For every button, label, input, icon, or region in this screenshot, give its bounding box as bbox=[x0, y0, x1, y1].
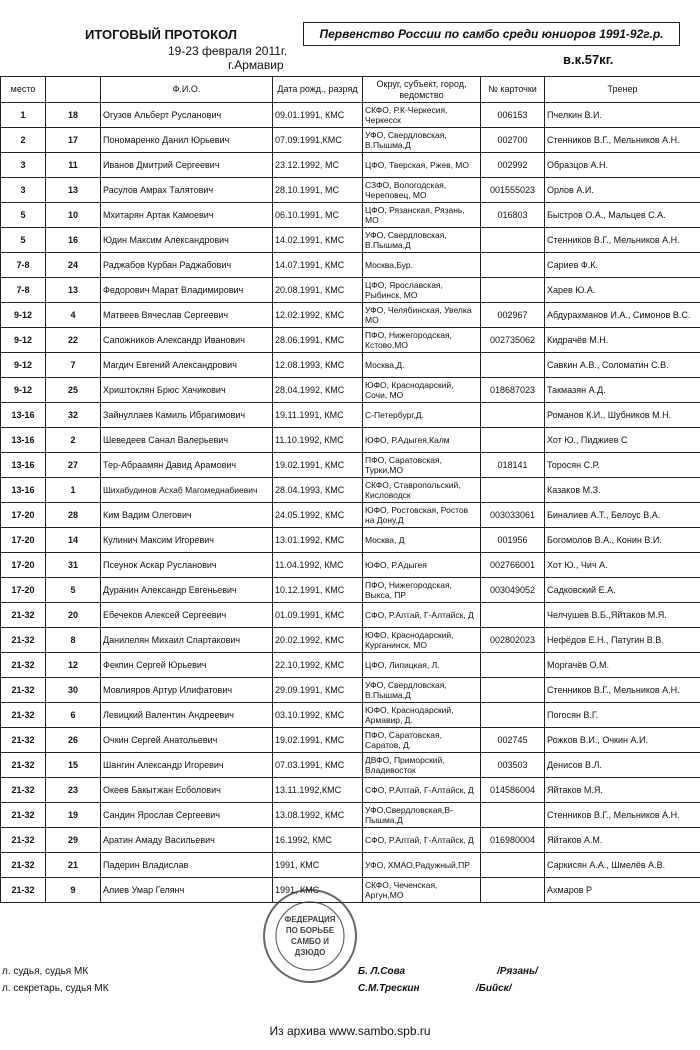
cell-name: Зайнуллаев Камиль Ибрагимович bbox=[101, 403, 273, 428]
table-row bbox=[1, 503, 700, 528]
cell-number: 15 bbox=[46, 753, 101, 778]
results-table bbox=[0, 76, 700, 903]
cell-name: Псеунок Аскар Русланович bbox=[101, 553, 273, 578]
cell-birth: 12.02.1992, КМС bbox=[273, 303, 363, 328]
protocol-date: 19-23 февраля 2011г. bbox=[168, 44, 288, 58]
cell-region: ПФО, Нижегородская, Кстово,МО bbox=[363, 328, 481, 353]
cell-coach: Биналиев А.Т., Белоус В.А. bbox=[545, 503, 700, 528]
col-place: место bbox=[1, 77, 46, 103]
cell-name: Алиев Умар Гелянч bbox=[101, 878, 273, 903]
table-row bbox=[1, 128, 700, 153]
cell-region: СКФО, Ставропольский, Кисловодск bbox=[363, 478, 481, 503]
cell-place: 13-16 bbox=[1, 428, 46, 453]
cell-coach: Орлов А.И. bbox=[545, 178, 700, 203]
cell-card bbox=[481, 403, 545, 428]
cell-number: 7 bbox=[46, 353, 101, 378]
cell-coach: Хот Ю., Чич А. bbox=[545, 553, 700, 578]
cell-name: Ким Вадим Олегович bbox=[101, 503, 273, 528]
table-row bbox=[1, 778, 700, 803]
cell-name: Шеведеев Санал Валерьевич bbox=[101, 428, 273, 453]
federation-stamp bbox=[262, 888, 358, 984]
cell-birth: 20.02.1992, КМС bbox=[273, 628, 363, 653]
cell-name: Тер-Абраамян Давид Арамович bbox=[101, 453, 273, 478]
cell-coach: Ахмаров Р bbox=[545, 878, 700, 903]
cell-number: 14 bbox=[46, 528, 101, 553]
cell-region: ПФО, Нижегородская, Выкса, ПР bbox=[363, 578, 481, 603]
cell-name: Шихабудинов Асхаб Магомеднабиевич bbox=[101, 478, 273, 503]
cell-coach: Хот Ю., Пиджиев С bbox=[545, 428, 700, 453]
cell-region: ПФО, Саратовская, Турки,МО bbox=[363, 453, 481, 478]
cell-region: ЦФО, Липицкая, Л. bbox=[363, 653, 481, 678]
cell-name: Иванов Дмитрий Сергеевич bbox=[101, 153, 273, 178]
cell-name: Мовлияров Артур Илифатович bbox=[101, 678, 273, 703]
cell-number: 12 bbox=[46, 653, 101, 678]
cell-place: 17-20 bbox=[1, 553, 46, 578]
table-row bbox=[1, 478, 700, 503]
cell-number: 24 bbox=[46, 253, 101, 278]
table-row bbox=[1, 178, 700, 203]
cell-region: СЗФО, Вологодская, Череповец, МО bbox=[363, 178, 481, 203]
cell-birth: 01.09.1991, КМС bbox=[273, 603, 363, 628]
cell-region: СФО, Р.Алтай, Г-Алтайск, Д bbox=[363, 778, 481, 803]
cell-region: ЦФО, Рязанская, Рязань, МО bbox=[363, 203, 481, 228]
event-title-box: Первенство России по самбо среди юниоров 1991-92г.р. bbox=[303, 22, 680, 46]
cell-region: ДВФО, Приморский, Владивосток bbox=[363, 753, 481, 778]
cell-place: 17-20 bbox=[1, 528, 46, 553]
table-row bbox=[1, 403, 700, 428]
cell-region: Москва, Д bbox=[363, 528, 481, 553]
cell-card: 003033061 bbox=[481, 503, 545, 528]
cell-card: 001555023 bbox=[481, 178, 545, 203]
cell-name: Очкин Сергей Анатольевич bbox=[101, 728, 273, 753]
secretary-name: С.М.Трескин bbox=[358, 983, 420, 994]
cell-birth: 23.12.1992, МС bbox=[273, 153, 363, 178]
cell-name: Падерин Владислав bbox=[101, 853, 273, 878]
cell-place: 21-32 bbox=[1, 728, 46, 753]
cell-number: 26 bbox=[46, 728, 101, 753]
cell-birth: 13.01.1992, КМС bbox=[273, 528, 363, 553]
cell-place: 7-8 bbox=[1, 253, 46, 278]
cell-card bbox=[481, 478, 545, 503]
table-row bbox=[1, 278, 700, 303]
cell-card bbox=[481, 353, 545, 378]
cell-coach: Такмазян А.Д. bbox=[545, 378, 700, 403]
cell-card: 014586004 bbox=[481, 778, 545, 803]
cell-number: 31 bbox=[46, 553, 101, 578]
cell-name: Юдин Максим Александрович bbox=[101, 228, 273, 253]
cell-region: ЮФО, Краснодарский, Армавир, Д. bbox=[363, 703, 481, 728]
cell-number: 22 bbox=[46, 328, 101, 353]
cell-number: 13 bbox=[46, 178, 101, 203]
col-card: № карточки bbox=[481, 77, 545, 103]
cell-region: СФО, Р.Алтай, Г-Алтайск, Д bbox=[363, 603, 481, 628]
cell-number: 1 bbox=[46, 478, 101, 503]
cell-number: 18 bbox=[46, 103, 101, 128]
cell-place: 21-32 bbox=[1, 653, 46, 678]
cell-name: Пономаренко Данил Юрьевич bbox=[101, 128, 273, 153]
cell-name: Огузов Альберт Русланович bbox=[101, 103, 273, 128]
cell-name: Федорович Марат Владимирович bbox=[101, 278, 273, 303]
cell-card bbox=[481, 703, 545, 728]
table-row bbox=[1, 703, 700, 728]
cell-region: Москва,Д. bbox=[363, 353, 481, 378]
cell-place: 3 bbox=[1, 178, 46, 203]
cell-name: Мхитарян Артак Камоевич bbox=[101, 203, 273, 228]
cell-coach: Яйтаков М.Я. bbox=[545, 778, 700, 803]
cell-region: ЮФО, Ростовская, Ростов на Дону,Д bbox=[363, 503, 481, 528]
stamp-line-3: САМБО И bbox=[291, 937, 329, 946]
table-row bbox=[1, 828, 700, 853]
cell-place: 7-8 bbox=[1, 278, 46, 303]
cell-birth: 13.08.1992, КМС bbox=[273, 803, 363, 828]
cell-birth: 24.05.1992, КМС bbox=[273, 503, 363, 528]
cell-number: 16 bbox=[46, 228, 101, 253]
table-row bbox=[1, 628, 700, 653]
cell-coach: Харев Ю.А. bbox=[545, 278, 700, 303]
cell-coach: Пчелкин В.И. bbox=[545, 103, 700, 128]
cell-number: 6 bbox=[46, 703, 101, 728]
cell-place: 21-32 bbox=[1, 703, 46, 728]
cell-coach: Кидрачёв М.Н. bbox=[545, 328, 700, 353]
cell-region: УФО, Свердловская, В.Пышма,Д bbox=[363, 678, 481, 703]
cell-card bbox=[481, 803, 545, 828]
cell-birth: 14.07.1991, КМС bbox=[273, 253, 363, 278]
judge-city: /Рязань/ bbox=[497, 966, 538, 977]
cell-birth: 28.04.1992, КМС bbox=[273, 378, 363, 403]
cell-birth: 10.12.1991, КМС bbox=[273, 578, 363, 603]
cell-number: 13 bbox=[46, 278, 101, 303]
cell-region: Москва,Бур. bbox=[363, 253, 481, 278]
cell-card: 002967 bbox=[481, 303, 545, 328]
cell-birth: 29.09.1991, КМС bbox=[273, 678, 363, 703]
cell-number: 25 bbox=[46, 378, 101, 403]
table-row bbox=[1, 653, 700, 678]
cell-card bbox=[481, 603, 545, 628]
cell-place: 21-32 bbox=[1, 878, 46, 903]
cell-place: 17-20 bbox=[1, 578, 46, 603]
cell-name: Данилелян Михаил Спартакович bbox=[101, 628, 273, 653]
cell-card bbox=[481, 653, 545, 678]
cell-place: 21-32 bbox=[1, 853, 46, 878]
col-region: Округ, субъект, город, ведомство bbox=[363, 77, 481, 103]
cell-number: 32 bbox=[46, 403, 101, 428]
cell-region: ЮФО, Р.Адыгея bbox=[363, 553, 481, 578]
cell-region: УФО, Челябинская, Увелка МО bbox=[363, 303, 481, 328]
cell-birth: 28.06.1991, КМС bbox=[273, 328, 363, 353]
col-birth: Дата рожд., разряд bbox=[273, 77, 363, 103]
cell-card: 016803 bbox=[481, 203, 545, 228]
cell-place: 9-12 bbox=[1, 328, 46, 353]
col-name: Ф.И.О. bbox=[101, 77, 273, 103]
cell-birth: 19.11.1991, КМС bbox=[273, 403, 363, 428]
cell-place: 21-32 bbox=[1, 828, 46, 853]
cell-card: 002802023 bbox=[481, 628, 545, 653]
table-row bbox=[1, 603, 700, 628]
cell-birth: 06.10.1991, МС bbox=[273, 203, 363, 228]
cell-number: 30 bbox=[46, 678, 101, 703]
cell-region: ЮФО, Р.Адыгея,Калм bbox=[363, 428, 481, 453]
cell-coach: Стенников В.Г., Мельников А.Н. bbox=[545, 678, 700, 703]
cell-birth: 19.02.1991, КМС bbox=[273, 728, 363, 753]
cell-card: 018687023 bbox=[481, 378, 545, 403]
cell-region: ЮФО, Краснодарский, Сочи, МО bbox=[363, 378, 481, 403]
cell-birth: 16.1992, КМС bbox=[273, 828, 363, 853]
table-row bbox=[1, 428, 700, 453]
weight-category: в.к.57кг. bbox=[563, 52, 614, 67]
cell-region: ЦФО, Ярославская, Рыбинск, МО bbox=[363, 278, 481, 303]
cell-number: 23 bbox=[46, 778, 101, 803]
table-row bbox=[1, 853, 700, 878]
table-row bbox=[1, 353, 700, 378]
stamp-line-4: ДЗЮДО bbox=[294, 948, 326, 957]
cell-region: УФО, ХМАО,Радужный,ПР bbox=[363, 853, 481, 878]
cell-number: 29 bbox=[46, 828, 101, 853]
table-row bbox=[1, 678, 700, 703]
cell-place: 13-16 bbox=[1, 453, 46, 478]
protocol-title: ИТОГОВЫЙ ПРОТОКОЛ bbox=[85, 27, 237, 42]
cell-birth: 11.10.1992, КМС bbox=[273, 428, 363, 453]
cell-name: Фекпин Сергей Юрьевич bbox=[101, 653, 273, 678]
cell-coach: Быстров О.А., Мальцев С.А. bbox=[545, 203, 700, 228]
cell-place: 21-32 bbox=[1, 778, 46, 803]
cell-place: 9-12 bbox=[1, 378, 46, 403]
cell-coach: Стенников В.Г., Мельников А.Н. bbox=[545, 228, 700, 253]
table-row bbox=[1, 328, 700, 353]
cell-coach: Савкин А.В., Соломатин С.В. bbox=[545, 353, 700, 378]
cell-number: 4 bbox=[46, 303, 101, 328]
cell-region: ЮФО, Краснодарский, Курганинск, МО bbox=[363, 628, 481, 653]
cell-birth: 20.08.1991, КМС bbox=[273, 278, 363, 303]
cell-card: 002992 bbox=[481, 153, 545, 178]
table-row bbox=[1, 303, 700, 328]
cell-number: 27 bbox=[46, 453, 101, 478]
cell-coach: Стенников В.Г., Мельников А.Н. bbox=[545, 128, 700, 153]
cell-coach: Богомолов В.А., Конин В.И. bbox=[545, 528, 700, 553]
cell-name: Расулов Амрах Талятович bbox=[101, 178, 273, 203]
cell-place: 21-32 bbox=[1, 678, 46, 703]
cell-place: 3 bbox=[1, 153, 46, 178]
table-row bbox=[1, 578, 700, 603]
judge-name: Б. Л.Сова bbox=[358, 966, 406, 977]
col-coach: Тренер bbox=[545, 77, 700, 103]
cell-coach: Нефёдов Е.Н., Патугин В.В. bbox=[545, 628, 700, 653]
cell-region: УФО,Свердловская,В-Пышма,Д bbox=[363, 803, 481, 828]
cell-coach: Казаков М.З. bbox=[545, 478, 700, 503]
cell-card: 016980004 bbox=[481, 828, 545, 853]
cell-place: 13-16 bbox=[1, 478, 46, 503]
cell-name: Хриштоклян Брюс Хачикович bbox=[101, 378, 273, 403]
table-row bbox=[1, 153, 700, 178]
cell-region: С-Петербург,Д. bbox=[363, 403, 481, 428]
cell-card bbox=[481, 228, 545, 253]
cell-birth: 11.04.1992, КМС bbox=[273, 553, 363, 578]
cell-region: ЦФО, Тверская, Ржев, МО bbox=[363, 153, 481, 178]
cell-coach: Челчушев В.Б.,Яйтаков М.Я. bbox=[545, 603, 700, 628]
table-row bbox=[1, 528, 700, 553]
cell-place: 1 bbox=[1, 103, 46, 128]
table-row bbox=[1, 103, 700, 128]
cell-birth: 1991, КМС bbox=[273, 878, 363, 903]
cell-place: 21-32 bbox=[1, 628, 46, 653]
cell-birth: 13.11.1992,КМС bbox=[273, 778, 363, 803]
cell-number: 17 bbox=[46, 128, 101, 153]
cell-coach: Абдурахманов И.А., Симонов В.С. bbox=[545, 303, 700, 328]
cell-birth: 28.10.1991, МС bbox=[273, 178, 363, 203]
cell-place: 21-32 bbox=[1, 603, 46, 628]
cell-birth: 19.02.1991, КМС bbox=[273, 453, 363, 478]
cell-card: 001956 bbox=[481, 528, 545, 553]
cell-number: 19 bbox=[46, 803, 101, 828]
stamp-line-1: ФЕДЕРАЦИЯ bbox=[284, 915, 336, 924]
table-row bbox=[1, 378, 700, 403]
cell-place: 9-12 bbox=[1, 303, 46, 328]
cell-card: 003503 bbox=[481, 753, 545, 778]
cell-card bbox=[481, 428, 545, 453]
secretary-city: /Бийск/ bbox=[476, 983, 512, 994]
cell-number: 21 bbox=[46, 853, 101, 878]
judge-label: л. судья, судья МК bbox=[2, 966, 89, 977]
cell-birth: 07.03.1991, КМС bbox=[273, 753, 363, 778]
cell-number: 10 bbox=[46, 203, 101, 228]
cell-number: 8 bbox=[46, 628, 101, 653]
cell-place: 5 bbox=[1, 203, 46, 228]
cell-card: 002735062 bbox=[481, 328, 545, 353]
cell-number: 9 bbox=[46, 878, 101, 903]
cell-place: 13-16 bbox=[1, 403, 46, 428]
cell-number: 20 bbox=[46, 603, 101, 628]
cell-coach: Образцов А.Н. bbox=[545, 153, 700, 178]
table-row bbox=[1, 803, 700, 828]
archive-caption: Из архива www.sambo.spb.ru bbox=[269, 1024, 431, 1038]
cell-coach: Яйтаков А.М. bbox=[545, 828, 700, 853]
cell-card: 002700 bbox=[481, 128, 545, 153]
cell-name: Матвеев Вячеслав Сергеевич bbox=[101, 303, 273, 328]
secretary-label: л. секретарь, судья МК bbox=[2, 983, 109, 994]
table-row bbox=[1, 553, 700, 578]
cell-region: СКФО, Р.К-Черкесия, Черкесск bbox=[363, 103, 481, 128]
table-header-row bbox=[1, 77, 700, 103]
table-row bbox=[1, 203, 700, 228]
cell-name: Раджабов Курбан Раджабович bbox=[101, 253, 273, 278]
cell-name: Океев Бакытжан Есболович bbox=[101, 778, 273, 803]
cell-coach: Денисов В.Л. bbox=[545, 753, 700, 778]
cell-card: 003049052 bbox=[481, 578, 545, 603]
cell-place: 9-12 bbox=[1, 353, 46, 378]
cell-coach: Торосян С.Р. bbox=[545, 453, 700, 478]
cell-card bbox=[481, 853, 545, 878]
cell-place: 5 bbox=[1, 228, 46, 253]
cell-name: Сапожников Александр Иванович bbox=[101, 328, 273, 353]
cell-number: 2 bbox=[46, 428, 101, 453]
cell-birth: 14.02.1991, КМС bbox=[273, 228, 363, 253]
cell-name: Сандин Ярослав Сергеевич bbox=[101, 803, 273, 828]
cell-name: Шангин Александр Игоревич bbox=[101, 753, 273, 778]
cell-card: 006153 bbox=[481, 103, 545, 128]
cell-region: ПФО, Саратовская, Саратов, Д. bbox=[363, 728, 481, 753]
cell-birth: 07.09.1991,КМС bbox=[273, 128, 363, 153]
cell-number: 11 bbox=[46, 153, 101, 178]
cell-coach: Романов К.И., Шубников М.Н. bbox=[545, 403, 700, 428]
cell-coach: Стенников В.Г., Мельников А.Н. bbox=[545, 803, 700, 828]
cell-region: СФО, Р.Алтай, Г-Алтайск, Д bbox=[363, 828, 481, 853]
cell-coach: Погосян В.Г. bbox=[545, 703, 700, 728]
cell-name: Магдич Евгений Александрович bbox=[101, 353, 273, 378]
cell-place: 21-32 bbox=[1, 803, 46, 828]
table-row bbox=[1, 228, 700, 253]
cell-coach: Моргачёв О.М. bbox=[545, 653, 700, 678]
table-row bbox=[1, 728, 700, 753]
cell-name: Левицкий Валентин Андреевич bbox=[101, 703, 273, 728]
cell-coach: Рожков В.И., Очкин А.И. bbox=[545, 728, 700, 753]
cell-name: Кулинич Максим Игоревич bbox=[101, 528, 273, 553]
cell-card: 018141 bbox=[481, 453, 545, 478]
cell-card: 002766001 bbox=[481, 553, 545, 578]
cell-name: Аратин Амаду Васильевич bbox=[101, 828, 273, 853]
cell-region: СКФО, Чеченская, Аргун,МО bbox=[363, 878, 481, 903]
stamp-line-2: ПО БОРЬБЕ bbox=[285, 926, 335, 935]
cell-place: 21-32 bbox=[1, 753, 46, 778]
cell-birth: 28.04.1993, КМС bbox=[273, 478, 363, 503]
cell-card bbox=[481, 678, 545, 703]
col-number bbox=[46, 77, 101, 103]
cell-coach: Сариев Ф.К. bbox=[545, 253, 700, 278]
cell-birth: 12.08.1993, КМС bbox=[273, 353, 363, 378]
cell-place: 2 bbox=[1, 128, 46, 153]
table-row bbox=[1, 253, 700, 278]
cell-number: 28 bbox=[46, 503, 101, 528]
cell-birth: 1991, КМС bbox=[273, 853, 363, 878]
cell-birth: 09.01.1991, КМС bbox=[273, 103, 363, 128]
cell-birth: 22.10.1992, КМС bbox=[273, 653, 363, 678]
cell-region: УФО, Свердловская, В.Пышма,Д bbox=[363, 128, 481, 153]
cell-card bbox=[481, 253, 545, 278]
cell-card bbox=[481, 278, 545, 303]
cell-name: Ебечеков Алексей Сергеевич bbox=[101, 603, 273, 628]
cell-card bbox=[481, 878, 545, 903]
table-row bbox=[1, 453, 700, 478]
cell-coach: Саркисян А.А., Шмелёв А.В. bbox=[545, 853, 700, 878]
cell-coach: Садковский Е.А. bbox=[545, 578, 700, 603]
protocol-city: г.Армавир bbox=[228, 58, 284, 72]
cell-birth: 03.10.1992, КМС bbox=[273, 703, 363, 728]
cell-name: Дуранин Александр Евгеньевич bbox=[101, 578, 273, 603]
cell-region: УФО, Свердловская, В.Пышма,Д bbox=[363, 228, 481, 253]
cell-place: 17-20 bbox=[1, 503, 46, 528]
cell-number: 5 bbox=[46, 578, 101, 603]
cell-card: 002745 bbox=[481, 728, 545, 753]
table-row bbox=[1, 753, 700, 778]
